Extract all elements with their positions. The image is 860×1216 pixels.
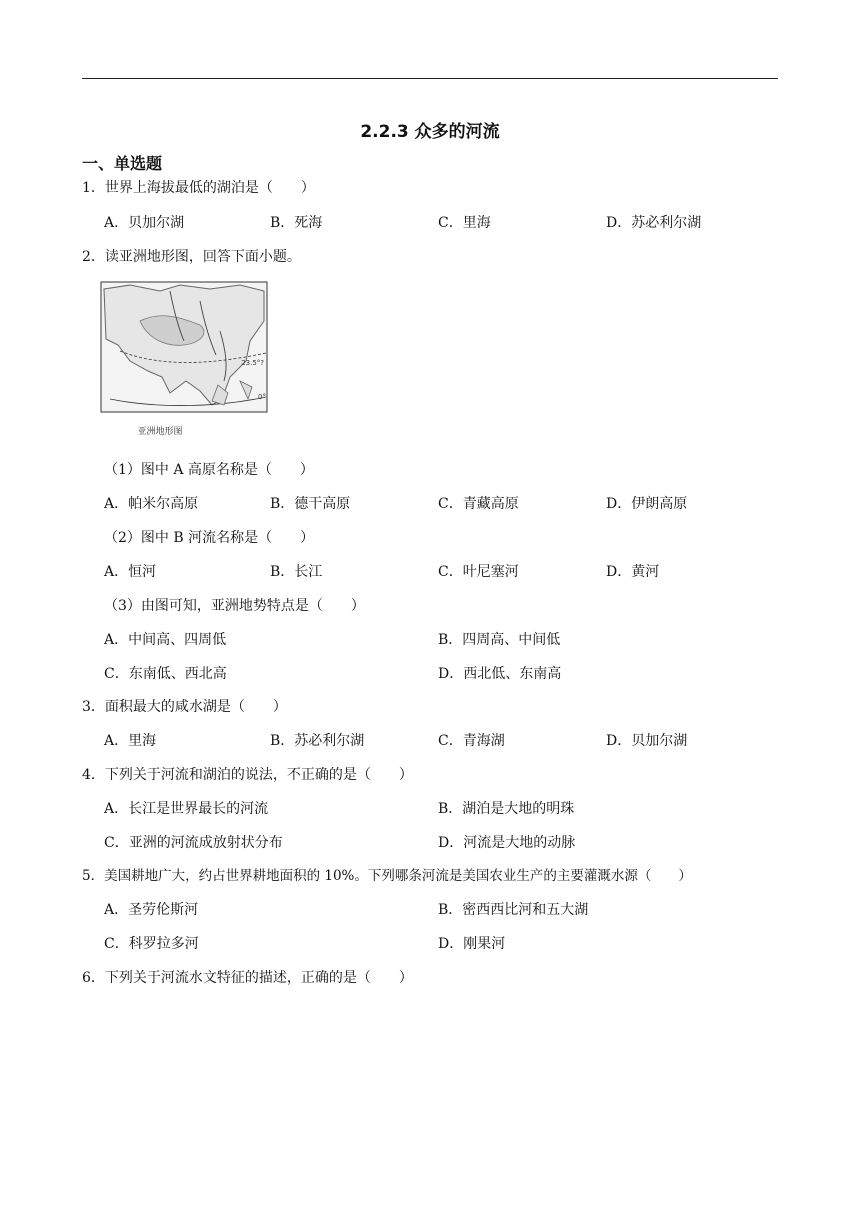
section-heading: 一、单选题	[82, 154, 163, 173]
q2-sub3-stem: （3）由图可知，亚洲地势特点是（ ）	[104, 598, 365, 614]
q3-option-a[interactable]: A．里海	[104, 733, 157, 749]
q5-option-b[interactable]: B．密西西比河和五大湖	[438, 902, 589, 918]
q3-option-b[interactable]: B．苏必利尔湖	[270, 733, 365, 749]
q3-option-c[interactable]: C．青海湖	[438, 733, 505, 749]
q1-option-a[interactable]: A．贝加尔湖	[104, 215, 185, 231]
q4-option-b[interactable]: B．湖泊是大地的明珠	[438, 801, 575, 817]
latitude-label: 23.5°?	[241, 359, 264, 367]
q4-option-a[interactable]: A．长江是世界最长的河流	[104, 801, 269, 817]
q2-sub3-option-c[interactable]: C．东南低、西北高	[104, 666, 227, 682]
q1-option-b[interactable]: B．死海	[270, 215, 323, 231]
equator-label: 0°	[258, 393, 266, 401]
question-2-stem: 2．读亚洲地形图，回答下面小题。	[82, 249, 301, 265]
q2-sub3-option-d[interactable]: D．西北低、东南高	[438, 666, 562, 682]
q2-sub1-option-d[interactable]: D．伊朗高原	[606, 496, 688, 512]
page-title: 2.2.3 众多的河流	[360, 122, 500, 142]
q2-sub2-option-d[interactable]: D．黄河	[606, 564, 660, 580]
q2-sub1-option-a[interactable]: A．帕米尔高原	[104, 496, 199, 512]
question-1-stem: 1．世界上海拔最低的湖泊是（ ）	[82, 180, 315, 196]
q2-sub2-option-b[interactable]: B．长江	[270, 564, 323, 580]
question-3-stem: 3．面积最大的咸水湖是（ ）	[82, 699, 287, 715]
q5-option-d[interactable]: D．刚果河	[438, 936, 506, 952]
q2-sub1-option-b[interactable]: B．德干高原	[270, 496, 351, 512]
q2-sub3-option-a[interactable]: A．中间高、四周低	[104, 632, 227, 648]
q1-option-d[interactable]: D．苏必利尔湖	[606, 215, 702, 231]
q4-option-c[interactable]: C．亚洲的河流成放射状分布	[104, 835, 283, 851]
question-6-stem: 6．下列关于河流水文特征的描述，正确的是（ ）	[82, 970, 413, 986]
map-caption: 亚洲地形图	[137, 427, 183, 437]
q2-sub1-option-c[interactable]: C．青藏高原	[438, 496, 519, 512]
q5-option-a[interactable]: A．圣劳伦斯河	[104, 902, 199, 918]
q2-sub3-option-b[interactable]: B．四周高、中间低	[438, 632, 561, 648]
question-5-stem: 5．美国耕地广大，约占世界耕地面积的 10%。下列哪条河流是美国农业生产的主要灌溉水源（ ）	[82, 868, 692, 884]
q2-sub2-stem: （2）图中 B 河流名称是（ ）	[104, 530, 315, 546]
asia-terrain-map	[100, 281, 268, 443]
q4-option-d[interactable]: D．河流是大地的动脉	[438, 835, 576, 851]
q2-sub2-option-c[interactable]: C．叶尼塞河	[438, 564, 519, 580]
q3-option-d[interactable]: D．贝加尔湖	[606, 733, 688, 749]
q1-option-c[interactable]: C．里海	[438, 215, 491, 231]
q2-sub1-stem: （1）图中 A 高原名称是（ ）	[104, 462, 314, 478]
q5-option-c[interactable]: C．科罗拉多河	[104, 936, 199, 952]
question-4-stem: 4．下列关于河流和湖泊的说法，不正确的是（ ）	[82, 767, 413, 783]
q2-sub2-option-a[interactable]: A．恒河	[104, 564, 157, 580]
header-rule	[82, 78, 778, 79]
